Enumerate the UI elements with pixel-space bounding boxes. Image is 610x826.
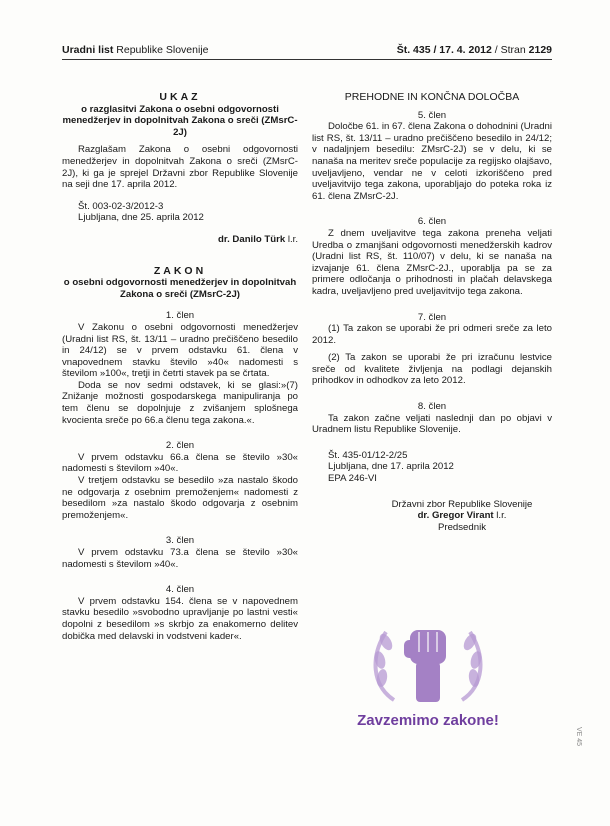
journal-name: Uradni list Republike Slovenije [62, 44, 209, 56]
right-column [312, 92, 552, 533]
article-3-paragraph-1: V prvem odstavku 73.a člena se število »30« nadomesti s številom »40«. [62, 547, 298, 570]
law-epa: EPA 246-VI [328, 473, 377, 485]
raised-fist-stamp [336, 612, 520, 742]
left-column [62, 92, 298, 642]
ukaz-title: UKAZ [159, 91, 201, 103]
transitional-provisions-title: PREHODNE IN KONČNA DOLOČBA [344, 91, 520, 103]
ukaz-subtitle: o razglasitvi Zakona o osebni odgovornosti menedžerjev in dopolnitvah Zakona o sreči (ZMsrC-2J) [62, 103, 298, 138]
ukaz-number: Št. 003-02-3/2012-3 [78, 200, 164, 212]
signer-role: Predsednik [438, 521, 486, 533]
stamp-slogan: Zavzemimo zakone! [357, 712, 499, 729]
ukaz-place-date: Ljubljana, dne 25. aprila 2012 [78, 212, 204, 224]
article-2-paragraph-1: V prvem odstavku 66.a člena se število »30« nadomesti s številom »40«. [62, 451, 298, 475]
article-7-paragraph-2: (2) Ta zakon se uporabi že pri izračunu lestvice sreče od kvalitete življenja na podlagi dejanskih prihodkov in odhodkov za leto 2012. [312, 352, 552, 387]
ukaz-signature: dr. Danilo Türk l.r. [218, 233, 298, 245]
article-8-heading: 8. člen [417, 401, 447, 413]
fist-wreath-icon [336, 612, 520, 712]
article-4-heading: 4. člen [165, 584, 195, 596]
article-7-paragraph-1: (1) Ta zakon se uporabi že pri odmeri sreče za leto 2012. [312, 323, 552, 346]
article-1-paragraph-2: Doda se nov sedmi odstavek, ki se glasi:»(7) Znižanje možnosti gospodarskega manipuliranja po tem členu se dopolnjuje z zvišanjem splošnega kvocienta sreče po 66.a členu tega zakona.«. [62, 379, 298, 426]
article-6-paragraph-1: Z dnem uveljavitve tega zakona preneha veljati Uredba o zmanjšani odgovornosti menedžerskih kadrov (Uradni list RS, št. 110/07) v delu, ki se nanaša na izvajanje 61. člena ZMsrC-2J., uporablja pa se za primere odločanja o prihodnosti in plačah delavskega kadra, uveljavljeno pred uveljavitvijo tega zakona. [312, 227, 552, 297]
law-number: Št. 435-01/12-2/25 [328, 449, 408, 461]
header-rule [62, 59, 552, 60]
zakon-subtitle: o osebni odgovornosti menedžerjev in dopolnitvah Zakona o sreči (ZMsrC-2J) [63, 277, 297, 300]
assembly-name: Državni zbor Republike Slovenije [391, 498, 533, 510]
article-3-heading: 3. člen [165, 535, 195, 547]
law-signature: dr. Gregor Virant l.r. [417, 510, 507, 522]
article-2-heading: 2. člen [165, 440, 195, 452]
side-code: VE 45 [574, 726, 582, 747]
zakon-title: ZAKON [153, 264, 207, 277]
article-2-paragraph-2: V tretjem odstavku se besedilo »za nastalo škodo ne odgovarja z osebnim premoženjem« nadomesti z besedilom »za nastalo škodo odgovarja z osebnim premoženjem«. [62, 475, 298, 521]
article-6-heading: 6. člen [417, 216, 447, 228]
article-5-paragraph-1: Določbe 61. in 67. člena Zakona o dohodnini (Uradni list RS, št. 13/11 – uradno prečiščeno besedilo in 24/12; v nadaljnjem besedilu: ZMsrC-2J) se v delu, ki se nanaša na meritev sreče populacije za regijsko olajšavo, uveljavljeno, vendar ne v celoti izkoriščeno pred uveljavitvijo tega zakona, uporabljajo do poteka roka iz 61. člena ZMsrC-2J. [312, 121, 553, 202]
ukaz-body: Razglašam Zakona o osebni odgovornosti menedžerjev in dopolnitvah Zakona o sreči (ZMsrC-2J), ki ga je sprejel Državni zbor Republike Slovenije na seji dne 17. aprila 2012. [62, 144, 298, 191]
article-1-heading: 1. člen [165, 310, 195, 322]
issue-info: Št. 435 / 17. 4. 2012 / Stran 2129 [396, 44, 552, 56]
article-5-heading: 5. člen [417, 109, 447, 121]
article-1-paragraph-1: V Zakonu o osebni odgovornosti menedžerjev (Uradni list RS, št. 13/11 – uradno prečiščeno besedilo in 24/12) se v prvem odstavku 61. člena v vnapovednem stavku število »40« nadomesti s številom »100«, tretji in četrti stavek pa se črtata. [62, 321, 298, 380]
article-4-paragraph-1: V prvem odstavku 154. člena se v napovednem stavku besedilo »svobodno upravljanje po lastni vesti« dopolni z besedilom »s skrbjo za enakomerno delitev dobička med delavski in vodstveni kader«. [62, 595, 298, 642]
law-place-date: Ljubljana, dne 17. aprila 2012 [328, 461, 454, 473]
article-7-heading: 7. člen [417, 311, 447, 323]
page-header [62, 44, 552, 56]
article-8-paragraph-1: Ta zakon začne veljati naslednji dan po objavi v Uradnem listu Republike Slovenije. [312, 412, 552, 436]
